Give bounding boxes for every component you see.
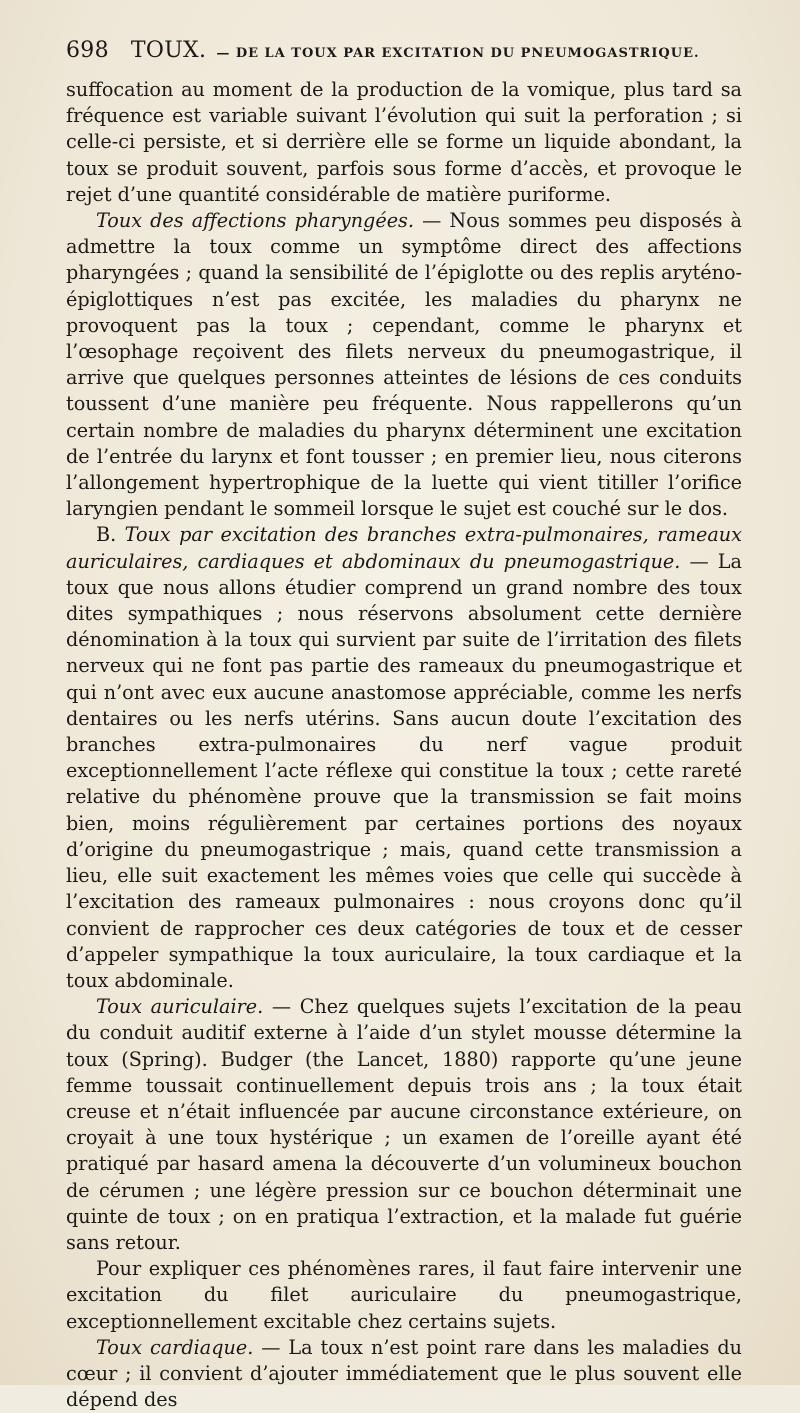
section-heading-extra-pulmonaires: Toux par excitation des branches extra-pulmonaires, rameaux auriculaires, cardiaques et abdominaux du pneumogastrique.	[66, 523, 742, 573]
section-heading-auriculaire: Toux auriculaire.	[96, 995, 264, 1019]
body-text	[66, 77, 742, 1413]
paragraph-3: B. Toux par excitation des branches extra-pulmonaires, rameaux auriculaires, cardiaques et abdominaux du pneumogastrique. — La toux que nous allons étudier comprend un grand nombre des toux dites sympathiques ; nous réservons absolument cette dernière dénomination à la toux qui survient par suite de l’irritation des filets nerveux qui ne font pas partie des rameaux du pneumogastrique et qui n’ont avec eux aucune anastomose appréciable, comme les nerfs dentaires ou les nerfs utérins. Sans aucun doute l’excitation des branches extra-pulmonaires du nerf vague produit exceptionnellement l’acte réflexe qui constitue la toux ; cette rareté relative du phénomène prouve que la transmission se fait moins bien, moins régulièrement par certaines portions des noyaux d’origine du pneumogastrique ; mais, quand cette transmission a lieu, elle suit exactement les mêmes voies que celle qui succède à l’excitation des rameaux pulmonaires : nous croyons donc qu’il convient de rapprocher ces deux catégories de toux et de cesser d’appeler sympathique la toux auriculaire, la toux cardiaque et la toux abdominale.	[66, 523, 742, 992]
paragraph-1: suffocation au moment de la production de la vomique, plus tard sa fréquence est variable suivant l’évolution qui suit la perforation ; si celle-ci persiste, et si derrière elle se forme un liquide abondant, la toux se produit souvent, parfois sous forme d’accès, et provoque le rejet d’une quantité considérable de matière puriforme.	[66, 78, 742, 206]
running-title: TOUX.	[130, 38, 207, 63]
paragraph-6: Toux cardiaque. — La toux n’est point rare dans les maladies du cœur ; il convient d’ajouter immédiatement que le plus souvent elle dépend des	[66, 1335, 742, 1412]
paragraph-4: Toux auriculaire. — Chez quelques sujets l’excitation de la peau du conduit auditif externe à l’aide d’un stylet mousse détermine la toux (Spring). Budger (the Lancet, 1880) rapporte qu’une jeune femme toussait continuellement depuis trois ans ; la toux était creuse et n’était influencée par aucune circonstance extérieure, on croyait à une toux hystérique ; un examen de l’oreille ayant été pratiqué par hasard amena la découverte d’un volumineux bouchon de cérumen ; une légère pression sur ce bouchon déterminait une quinte de toux ; on en pratiqua l’extraction, et la malade fut guérie sans retour.	[66, 995, 742, 1254]
section-heading-pharyngees: Toux des affections pharyngées.	[96, 209, 414, 233]
section-heading-cardiaque: Toux cardiaque.	[96, 1335, 254, 1359]
running-head	[66, 36, 742, 69]
page-number: 698	[66, 38, 109, 63]
paragraph-5: Pour expliquer ces phénomènes rares, il faut faire intervenir une excitation du filet auriculaire du pneumogastrique, exceptionnellement excitable chez certains sujets.	[66, 1257, 742, 1333]
paragraph-2: Toux des affections pharyngées. — Nous sommes peu disposés à admettre la toux comme un symptôme direct des affections pharyngées ; quand la sensibilité de l’épiglotte ou des replis aryténo-épiglottiques n’est pas excitée, les maladies du pharynx ne provoquent pas la toux ; cependant, comme le pharynx et l’œsophage reçoivent des filets nerveux du pneumogastrique, il arrive que quelques personnes atteintes de lésions de ces conduits toussent d’une manière peu fréquente. Nous rappellerons qu’un certain nombre de maladies du pharynx déterminent une excitation de l’entrée du larynx et font tousser ; en premier lieu, nous citerons l’allongement hypertrophique de la luette qui vient titiller l’orifice laryngien pendant le sommeil lorsque le sujet est couché sur le dos.	[66, 209, 742, 521]
running-subtitle: — DE LA TOUX PAR EXCITATION DU PNEUMOGASTRIQUE.	[216, 46, 700, 61]
